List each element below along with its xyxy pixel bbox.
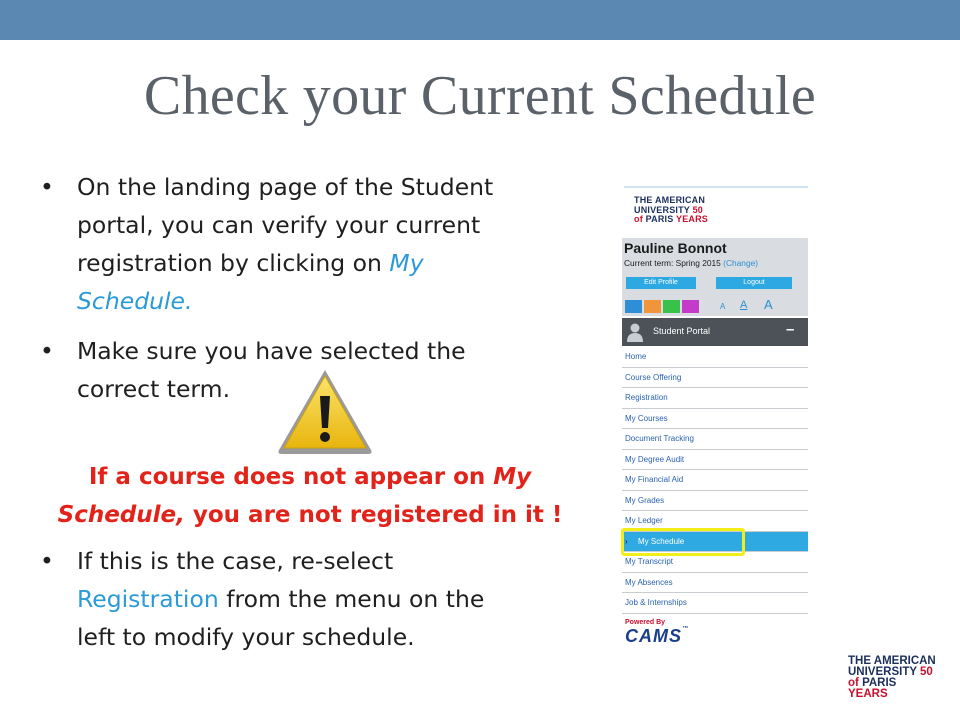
alert-text: If a course does not appear on [88, 464, 494, 490]
university-logo [634, 196, 714, 225]
menu-item-course-offering[interactable]: Course Offering [622, 368, 808, 389]
alert-emphasis: Schedule, [57, 502, 185, 528]
portal-menu [622, 347, 808, 614]
logo-line: THE AMERICAN [634, 195, 706, 205]
menu-item-my-absences[interactable]: My Absences [622, 573, 808, 594]
cams-logo [625, 626, 689, 647]
current-term [624, 258, 758, 268]
menu-item-label: My Schedule [638, 536, 685, 546]
bullet-text-line: from the menu on the [218, 585, 485, 613]
corner-university-logo [848, 656, 938, 700]
logo-number: 50 [692, 204, 703, 215]
cams-trademark: ™ [682, 626, 689, 632]
logo-text: of [848, 677, 859, 689]
logout-button[interactable]: Logout [716, 277, 792, 289]
chevron-right-icon: › [625, 536, 628, 546]
user-icon [626, 322, 644, 342]
student-portal-title: Student Portal [653, 326, 711, 336]
my-schedule-highlight [621, 528, 745, 556]
my-schedule-link: My [389, 249, 424, 277]
top-bar [0, 0, 960, 40]
logo-number: 50 [920, 666, 933, 678]
logo-text: UNIVERSITY [848, 666, 917, 678]
logo-line [848, 678, 938, 700]
my-schedule-link-continued: Schedule. [77, 287, 193, 315]
bullet-dot: • [40, 337, 54, 365]
logo-text: UNIVERSITY [634, 204, 690, 215]
bullet-text-line: On the landing page of the Student [77, 173, 494, 201]
not-registered-alert [30, 458, 590, 534]
collapse-icon[interactable]: – [786, 321, 795, 338]
theme-swatch-purple[interactable] [682, 300, 699, 313]
bullet-text-line: registration by clicking on [77, 249, 390, 277]
theme-swatch-blue[interactable] [625, 300, 642, 313]
current-term-label: Current term: Spring 2015 [624, 258, 721, 268]
menu-item-my-degree-audit[interactable]: My Degree Audit [622, 450, 808, 471]
menu-item-my-grades[interactable]: My Grades [622, 491, 808, 512]
bullet-text-line: If this is the case, re-select [77, 547, 394, 575]
bullet-dot: • [40, 547, 54, 575]
alert-emphasis: My [493, 464, 532, 490]
powered-by-label: Powered By [625, 619, 666, 626]
bullet-text-line: Make sure you have selected the [77, 337, 466, 365]
font-size-small[interactable]: A [720, 302, 726, 311]
font-size-large[interactable]: A [764, 297, 773, 312]
bullet-item-landing-page [40, 168, 577, 320]
student-portal-header[interactable] [622, 318, 808, 346]
change-term-link[interactable]: (Change) [723, 258, 759, 268]
slide-title: Check your Current Schedule [143, 65, 817, 127]
bullet-item-reselect [40, 542, 577, 656]
warning-icon [275, 366, 375, 456]
cams-text: CAMS [625, 626, 682, 646]
logo-text: YEARS [676, 214, 709, 224]
theme-swatch-green[interactable] [663, 300, 680, 313]
edit-profile-button[interactable]: Edit Profile [626, 277, 696, 289]
menu-item-home[interactable]: Home [622, 347, 808, 368]
portal-top-line [624, 186, 808, 188]
student-portal-screenshot [622, 186, 808, 656]
user-panel [622, 238, 808, 316]
logo-text: PARIS [862, 677, 897, 689]
theme-swatch-orange[interactable] [644, 300, 661, 313]
bullet-text-line: portal, you can verify your current [77, 211, 481, 239]
user-name: Pauline Bonnot [624, 240, 727, 256]
menu-item-job-internships[interactable]: Job & Internships [622, 593, 808, 614]
bullet-dot: • [40, 173, 54, 201]
logo-text: PARIS [645, 214, 674, 224]
logo-text: of [634, 214, 643, 224]
registration-link: Registration [77, 585, 219, 613]
logo-text: YEARS [848, 688, 888, 700]
bullet-text-line: left to modify your schedule. [77, 623, 415, 651]
menu-item-my-courses[interactable]: My Courses [622, 409, 808, 430]
menu-item-document-tracking[interactable]: Document Tracking [622, 429, 808, 450]
menu-item-my-transcript[interactable]: My Transcript [622, 552, 808, 573]
menu-item-my-financial-aid[interactable]: My Financial Aid [622, 470, 808, 491]
bullet-text-line: correct term. [77, 375, 231, 403]
logo-line [634, 215, 714, 225]
menu-item-my-ledger[interactable]: My Ledger [622, 511, 808, 532]
alert-text: you are not registered in it ! [184, 502, 563, 528]
menu-item-registration[interactable]: Registration [622, 388, 808, 409]
font-size-medium[interactable]: A [740, 299, 748, 311]
logo-line: THE AMERICAN [848, 655, 936, 667]
